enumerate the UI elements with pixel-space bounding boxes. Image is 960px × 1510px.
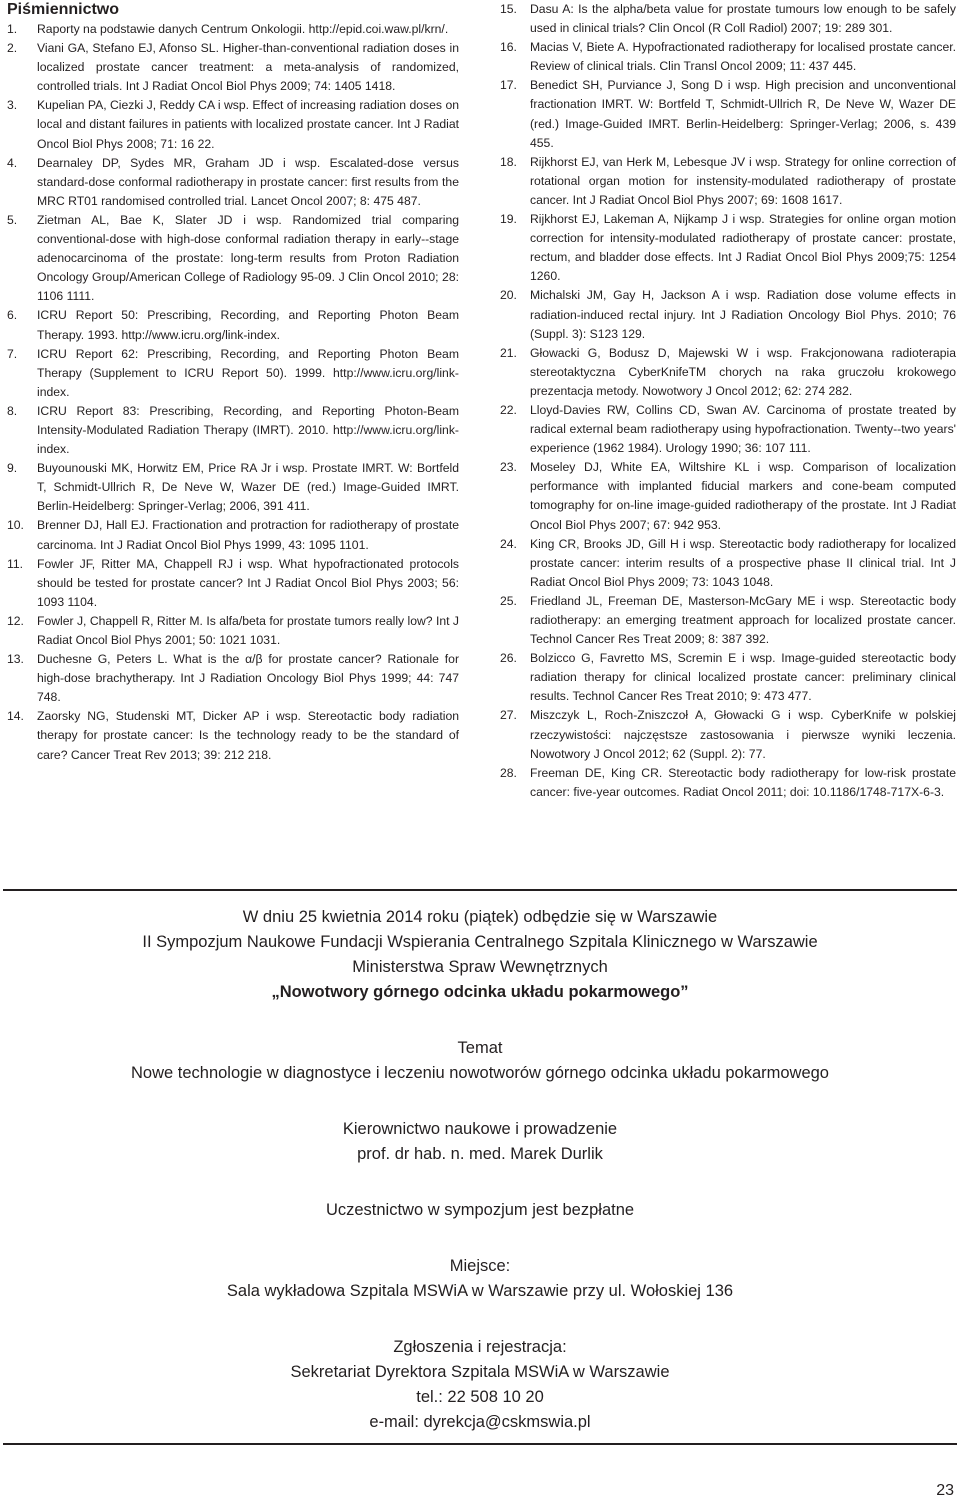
venue-text: Sala wykładowa Szpitala MSWiA w Warszawie przy ul. Wołoskiej 136	[226, 1282, 734, 1300]
topic-label: Temat	[457, 1039, 503, 1057]
reference-text: King CR, Brooks JD, Gill H i wsp. Stereotactic body radiotherapy for localized prostate cancer: interim results of a prospective phase II clinical trial. Int J Radiat Oncol Biol Phys 2009; 73: 1043 1048.	[530, 536, 956, 589]
reference-number: 10.	[7, 518, 24, 533]
reference-text: Brenner DJ, Hall EJ. Fractionation and protraction for radiotherapy of prostate carcinoma. Int J Radiat Oncol Biol Phys 1999, 43: 1095 1101.	[37, 518, 459, 552]
reference-number: 3.	[7, 98, 18, 113]
reference-text: Kupelian PA, Ciezki J, Reddy CA i wsp. Effect of increasing radiation doses on local and distant failures in patients with localized prostate cancer. Int J Radiat Oncol Biol Phys 2008; 71: 16 22.	[37, 98, 459, 151]
top-divider	[3, 889, 957, 891]
bottom-divider	[3, 1443, 957, 1445]
reference-text: ICRU Report 62: Prescribing, Recording, and Reporting Photon Beam Therapy (Supplement to ICRU Report 50). 1999. http://www.icru.org/link-index.	[37, 346, 459, 399]
reference-item	[500, 764, 956, 802]
announcement-line-1: W dniu 25 kwietnia 2014 roku (piątek) odbędzie się w Warszawie	[242, 908, 718, 926]
reference-text: Viani GA, Stefano EJ, Afonso SL. Higher-than-conventional radiation doses in localized prostate cancer treatment: a meta-analysis of randomized, controlled trials. Int J Radiat Oncol Biol Phys 2009; 74: 1405 1418.	[37, 41, 459, 94]
reference-item	[500, 76, 956, 152]
reference-number: 24.	[500, 536, 517, 551]
references-heading: Piśmiennictwo	[7, 1, 120, 18]
reference-number: 13.	[7, 652, 24, 667]
reference-number: 5.	[7, 212, 18, 227]
reference-item	[7, 402, 459, 459]
reference-number: 14.	[7, 709, 24, 724]
reference-item	[500, 38, 956, 76]
reference-item	[500, 210, 956, 286]
reference-number: 4.	[7, 155, 18, 170]
leadership-label: Kierownictwo naukowe i prowadzenie	[342, 1120, 618, 1138]
reference-item	[7, 345, 459, 402]
reference-text: ICRU Report 50: Prescribing, Recording, and Reporting Photon Beam Therapy. 1993. http://www.icru.org/link-index.	[37, 308, 459, 342]
reference-item	[7, 96, 459, 153]
reference-text: Miszczyk L, Roch-Zniszczoł A, Głowacki G i wsp. CyberKnife w polskiej rzeczywistości: najczęstsze zastosowania i pierwsze wyniki leczenia. Nowotwory J Oncol 2012; 62 (Suppl. 2): 77.	[530, 708, 956, 761]
reference-list-left	[7, 20, 459, 765]
reference-number: 17.	[500, 78, 517, 93]
reference-item	[500, 592, 956, 649]
reference-item	[7, 306, 459, 344]
reference-item	[7, 516, 459, 554]
reference-text: Fowler J, Chappell R, Ritter M. Is alfa/beta for prostate tumors really low? Int J Radiat Oncol Biol Phys 2001; 50: 1021 1031.	[37, 613, 459, 647]
reference-item	[500, 401, 956, 458]
reference-item	[500, 344, 956, 401]
reference-number: 15.	[500, 2, 517, 16]
reference-number: 20.	[500, 288, 517, 303]
reference-number: 2.	[7, 41, 18, 56]
reference-number: 16.	[500, 40, 517, 55]
reference-number: 19.	[500, 212, 517, 227]
reference-text: Bolzicco G, Favretto MS, Scremin E i wsp. Image-guided stereotactic body radiation therapy for clinical localized prostate cancer: preliminary clinical results. Technol Cancer Res Treat 2010; 9: 473 477.	[530, 651, 956, 704]
reference-text: Dasu A: Is the alpha/beta value for prostate tumours low enough to be safely used in clinical trials? Clin Oncol (R Coll Radiol) 2007; 19: 289 301.	[530, 2, 956, 36]
reference-number: 25.	[500, 593, 517, 608]
references-left-column	[7, 0, 459, 765]
email-address: e-mail: dyrekcja@cskmswia.pl	[369, 1413, 591, 1431]
reference-item	[500, 706, 956, 763]
reference-text: Lloyd-Davies RW, Collins CD, Swan AV. Carcinoma of prostate treated by radical external beam radiotherapy using hypofractionation. Twenty--two years' experience (1962 1984). Urology 1990; 36: 107 111.	[530, 402, 956, 456]
reference-text: Macias V, Biete A. Hypofractionated radiotherapy for localised prostate cancer. Review of clinical trials. Clin Transl Oncol 2009; 11: 437 445.	[530, 40, 956, 74]
reference-number: 12.	[7, 613, 24, 628]
reference-item	[7, 39, 459, 96]
reference-text: Freeman DE, King CR. Stereotactic body radiotherapy for low-risk prostate cancer: five-year outcomes. Radiat Oncol 2011; doi: 10.1186/1748-717X-6-3.	[530, 765, 956, 799]
reference-item	[7, 650, 459, 707]
registration-label: Zgłoszenia i rejestracja:	[393, 1338, 567, 1356]
reference-item	[7, 459, 459, 516]
reference-item	[7, 555, 459, 612]
reference-text: Rijkhorst EJ, van Herk M, Lebesque JV i wsp. Strategy for online correction of rotational organ motion for instensity-modulated radiotherapy of prostate cancer. Int J Radiat Oncol Biol Phys 2007; 69: 1608 1617.	[530, 154, 956, 207]
reference-number: 9.	[7, 461, 18, 476]
phone-number: tel.: 22 508 10 20	[416, 1388, 544, 1406]
reference-text: Fowler JF, Ritter MA, Chappell RJ i wsp. What hypofractionated protocols should be tested for prostate cancer? Int J Radiat Oncol Biol Phys 2003; 56: 1093 1104.	[37, 556, 459, 609]
registration-office: Sekretariat Dyrektora Szpitala MSWiA w Warszawie	[290, 1363, 670, 1381]
reference-number: 22.	[500, 402, 517, 417]
reference-number: 26.	[500, 651, 517, 666]
reference-number: 1.	[7, 22, 18, 36]
reference-text: Friedland JL, Freeman DE, Masterson-McGary ME i wsp. Stereotactic body radiotherapy: an emerging treatment approach for localized prostate cancer. Technol Cancer Res Treat 2009; 8: 387 392.	[530, 593, 956, 647]
reference-number: 6.	[7, 308, 18, 323]
reference-item	[500, 458, 956, 534]
reference-item	[7, 211, 459, 306]
reference-number: 23.	[500, 460, 517, 475]
reference-number: 18.	[500, 154, 517, 169]
reference-text: Zaorsky NG, Studenski MT, Dicker AP i wsp. Stereotactic body radiation therapy for prostate cancer: Is the technology ready to be the standard of care? Cancer Treat Rev 2013; 39: 212 218.	[37, 709, 459, 762]
reference-text: Rijkhorst EJ, Lakeman A, Nijkamp J i wsp. Strategies for online organ motion correction for intensity-modulated radiotherapy of prostate cancer: prostate, rectum, and bladder dose effects. Int J Radiat Oncol Biol Phys 2009;75: 1254 1260.	[530, 212, 956, 284]
reference-number: 8.	[7, 403, 18, 418]
reference-list-right	[500, 0, 956, 802]
reference-item	[500, 0, 956, 38]
symposium-announcement	[0, 905, 960, 1435]
reference-item	[500, 153, 956, 210]
symposium-title: „Nowotwory górnego odcinka układu pokarmowego”	[271, 983, 689, 1001]
reference-item	[500, 535, 956, 592]
references-right-column	[500, 0, 956, 802]
announcement-line-2: II Sympozjum Naukowe Fundacji Wspierania Centralnego Szpitala Klinicznego w Warszawie	[142, 933, 818, 951]
reference-number: 28.	[500, 765, 517, 780]
participation-note: Uczestnictwo w sympozjum jest bezpłatne	[325, 1201, 635, 1219]
reference-item	[7, 707, 459, 764]
reference-text: Zietman AL, Bae K, Slater JD i wsp. Randomized trial comparing conventional-dose with high-dose conformal radiation therapy in early--stage adenocarcinoma of the prostate: long-term results from Proton Radiation Oncology Group/American College of Radiology 95-09. J Clin Oncol 2010; 28: 1106 1111.	[37, 212, 459, 304]
reference-item	[7, 154, 459, 211]
reference-number: 21.	[500, 345, 517, 360]
reference-text: ICRU Report 83: Prescribing, Recording, and Reporting Photon-Beam Intensity-Modulated Radiation Therapy (IMRT). 2010. http://www.icru.org/link-index.	[37, 403, 459, 457]
reference-text: Dearnaley DP, Sydes MR, Graham JD i wsp. Escalated-dose versus standard-dose conformal radiotherapy in prostate cancer: first results from the MRC RT01 randomised controlled trial. Lancet Oncol 2007; 8: 475 487.	[37, 155, 459, 208]
reference-item	[7, 20, 459, 39]
topic-text: Nowe technologie w diagnostyce i leczeniu nowotworów górnego odcinka układu pokarmowego	[130, 1064, 829, 1082]
reference-number: 7.	[7, 346, 18, 361]
reference-text: Duchesne G, Peters L. What is the α/β for prostate cancer? Rationale for high-dose brachytherapy. Int J Radiation Oncology Biol Phys 1999; 44: 747 748.	[37, 652, 459, 705]
announcement-line-3: Ministerstwa Spraw Wewnętrznych	[352, 958, 608, 976]
reference-item	[500, 649, 956, 706]
leader-name: prof. dr hab. n. med. Marek Durlik	[357, 1145, 603, 1163]
reference-number: 11.	[7, 556, 24, 571]
reference-text: Głowacki G, Bodusz D, Majewski W i wsp. Frakcjonowana radioterapia stereotaktyczna CyberKnifeTM chorych na raka gruczołu krokowego prezentacja metody. Nowotwory J Oncol 2012; 62: 274 282.	[530, 345, 956, 398]
reference-text: Benedict SH, Purviance J, Song D i wsp. High precision and unconventional fractionation IMRT. W: Bortfeld T, Schmidt-Ullrich R, De Neve W, Wazer DE (red.) Image-Guided IMRT. Berlin-Heidelberg: Springer-Verlag; 2006, s. 439 455.	[530, 78, 956, 150]
reference-text: Moseley DJ, White EA, Wiltshire KL i wsp. Comparison of localization performance with implanted fiducial markers and cone-beam computed tomography for on-line image-guided radiotherapy of the prostate. Int J Radiat Oncol Biol Phys 2007; 67: 942 953.	[530, 460, 956, 532]
reference-item	[7, 612, 459, 650]
reference-number: 27.	[500, 708, 517, 723]
reference-item	[500, 286, 956, 343]
reference-text: Buyounouski MK, Horwitz EM, Price RA Jr i wsp. Prostate IMRT. W: Bortfeld T, Schmidt-Ullrich R, De Neve W, Wazer DE (red.) Image-Guided IMRT. Berlin-Heidelberg: Springer-Verlag; 2006, 391 411.	[37, 461, 459, 514]
reference-text: Raporty na podstawie danych Centrum Onkologii. http://epid.coi.waw.pl/krn/.	[37, 22, 449, 36]
page-number: 23	[936, 1482, 954, 1499]
reference-text: Michalski JM, Gay H, Jackson A i wsp. Radiation dose volume effects in radiation-induced rectal injury. Int J Radiation Oncology Biol Phys. 2010; 76 (Suppl. 3): S123 129.	[530, 288, 956, 341]
venue-label: Miejsce:	[449, 1257, 511, 1275]
